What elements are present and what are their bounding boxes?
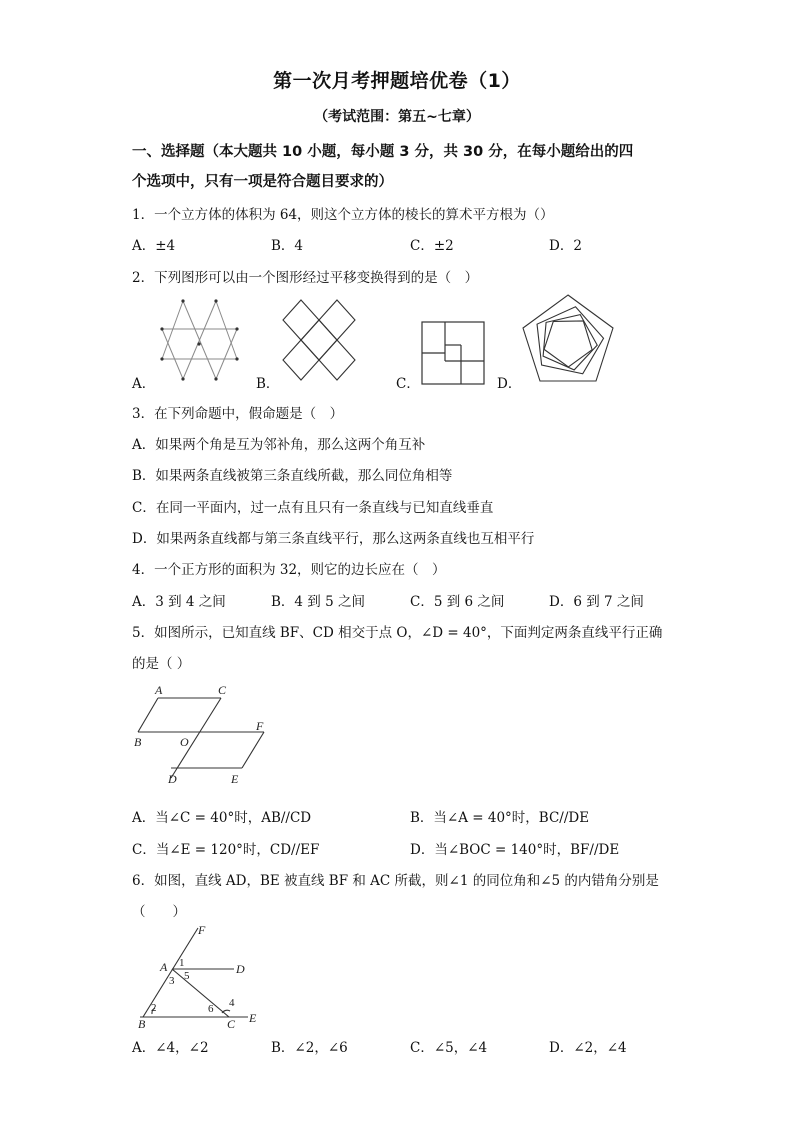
question-5-figure — [130, 680, 280, 790]
question-1-option-c[interactable]: C．±2 — [410, 238, 454, 254]
fig6-label-f: F — [198, 923, 206, 937]
question-1-stem: 1．一个立方体的体积为 64，则这个立方体的棱长的算术平方根为（） — [132, 207, 554, 223]
question-5-option-a[interactable]: A．当∠C = 40°时，AB//CD — [132, 810, 312, 826]
exam-scope-subtitle: （考试范围：第五~七章） — [314, 109, 480, 125]
fig6-label-d: D — [236, 962, 245, 976]
question-3-stem: 3．在下列命题中，假命题是（ ） — [132, 406, 344, 422]
question-4-option-d[interactable]: D．6 到 7 之间 — [549, 594, 644, 610]
question-1-option-d[interactable]: D．2 — [549, 238, 582, 254]
question-2-figure-c — [418, 318, 488, 388]
question-2-option-c[interactable]: C． — [396, 376, 420, 392]
question-3-option-a[interactable]: A．如果两个角是互为邻补角，那么这两个角互补 — [132, 437, 426, 453]
fig6-angle-3: 3 — [169, 975, 175, 987]
question-2-figure-d — [518, 290, 618, 386]
question-2-stem: 2．下列图形可以由一个图形经过平移变换得到的是（ ） — [132, 270, 479, 286]
fig5-label-b: B — [134, 735, 142, 749]
question-5-option-d[interactable]: D．当∠BOC = 140°时，BF//DE — [410, 842, 620, 858]
fig6-angle-6: 6 — [208, 1003, 214, 1015]
question-4-stem: 4．一个正方形的面积为 32，则它的边长应在（ ） — [132, 562, 446, 578]
question-6-option-d[interactable]: D．∠2，∠4 — [549, 1040, 627, 1056]
fig5-label-a: A — [155, 683, 163, 697]
fig6-angle-2: 2 — [151, 1002, 157, 1014]
question-3-option-d[interactable]: D．如果两条直线都与第三条直线平行，那么这两条直线也互相平行 — [132, 531, 535, 547]
fig6-label-b: B — [138, 1017, 146, 1031]
question-5-stem-line2: 的是（ ） — [132, 656, 191, 672]
question-5-stem-line1: 5．如图所示，已知直线 BF、CD 相交于点 O，∠D = 40°，下面判定两条直线平行正确 — [132, 625, 663, 641]
question-3-option-c[interactable]: C．在同一平面内，过一点有且只有一条直线与已知直线垂直 — [132, 500, 494, 516]
fig5-label-d: D — [168, 772, 177, 786]
question-6-stem-line2: （ ） — [132, 904, 186, 920]
question-4-option-a[interactable]: A．3 到 4 之间 — [132, 594, 226, 610]
fig6-angle-4: 4 — [229, 997, 235, 1009]
question-2-option-d[interactable]: D． — [497, 376, 522, 392]
fig6-angle-5: 5 — [184, 970, 190, 982]
fig6-label-a: A — [160, 960, 168, 974]
question-6-option-b[interactable]: B．∠2，∠6 — [271, 1040, 348, 1056]
question-6-option-c[interactable]: C．∠5，∠4 — [410, 1040, 488, 1056]
question-2-figure-a — [152, 292, 248, 388]
question-2-option-a[interactable]: A． — [132, 376, 156, 392]
page-title: 第一次月考押题培优卷（1） — [273, 70, 521, 92]
fig5-label-o: O — [180, 735, 189, 749]
fig5-label-f: F — [256, 719, 264, 733]
fig6-label-c: C — [227, 1017, 236, 1031]
question-2-option-b[interactable]: B． — [256, 376, 280, 392]
fig6-label-e: E — [249, 1011, 257, 1025]
question-5-option-c[interactable]: C．当∠E = 120°时，CD//EF — [132, 842, 320, 858]
fig5-label-c: C — [218, 683, 227, 697]
question-6-stem-line1: 6．如图，直线 AD，BE 被直线 BF 和 AC 所截，则∠1 的同位角和∠5 的内错角分别是 — [132, 873, 659, 889]
question-4-option-c[interactable]: C．5 到 6 之间 — [410, 594, 505, 610]
fig6-angle-1: 1 — [179, 957, 185, 969]
section-heading-line2: 个选项中，只有一项是符合题目要求的） — [132, 174, 393, 190]
question-6-option-a[interactable]: A．∠4，∠2 — [132, 1040, 209, 1056]
question-1-option-b[interactable]: B．4 — [271, 238, 304, 254]
question-1-option-a[interactable]: A．±4 — [132, 238, 176, 254]
fig5-label-e: E — [231, 772, 239, 786]
question-6-figure — [130, 922, 270, 1032]
question-5-option-b[interactable]: B．当∠A = 40°时，BC//DE — [410, 810, 590, 826]
question-2-figure-b — [276, 292, 362, 386]
section-heading-line1: 一、选择题（本大题共 10 小题，每小题 3 分，共 30 分，在每小题给出的四 — [132, 144, 634, 160]
question-3-option-b[interactable]: B．如果两条直线被第三条直线所截，那么同位角相等 — [132, 468, 453, 484]
question-4-option-b[interactable]: B．4 到 5 之间 — [271, 594, 365, 610]
